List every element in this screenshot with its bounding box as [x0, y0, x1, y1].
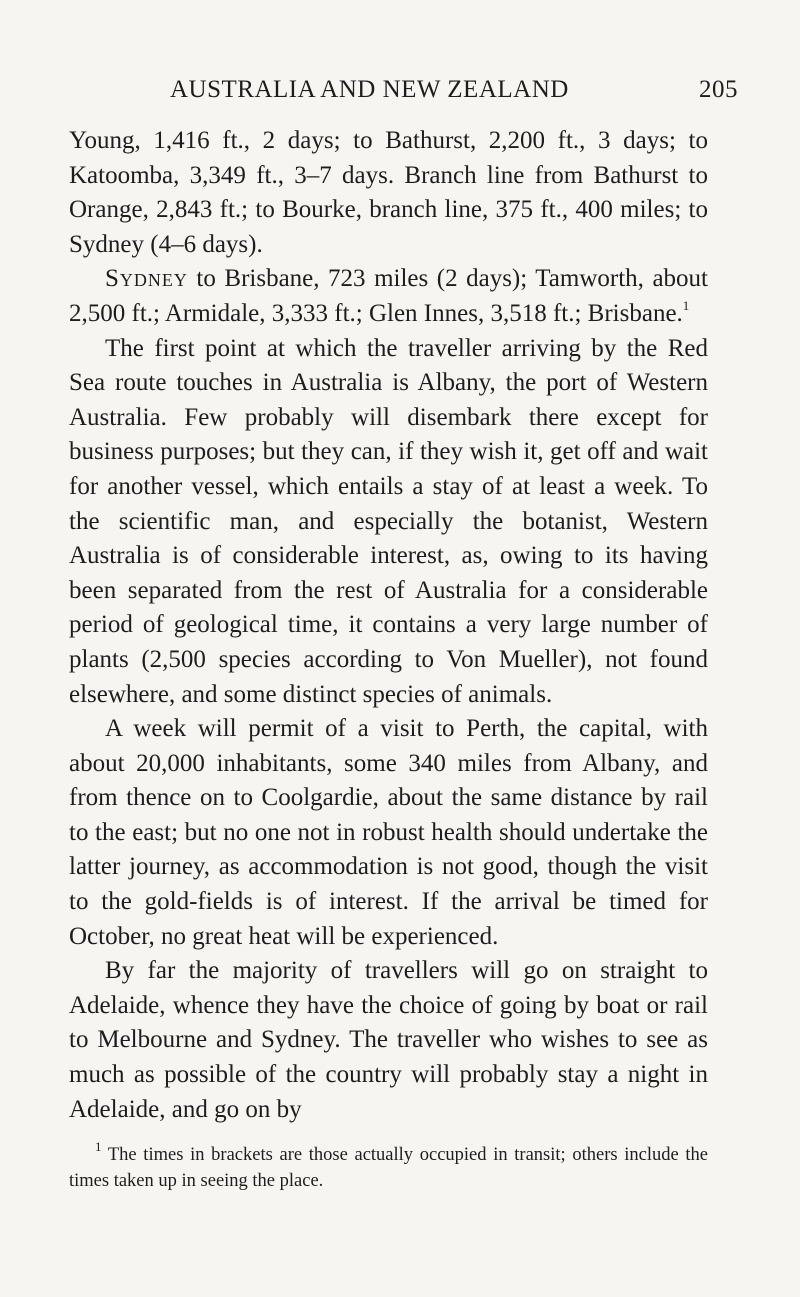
footnote-marker: 1 [95, 1138, 102, 1154]
paragraph-4: A week will permit of a visit to Perth, the capital, with about 20,000 inhabitants, some 340 miles from Albany, and from thence on to Coolgardie, about the same distance by rail to the east; but no one not in robust health should undertake the latter journey, as accommodation is not good, though the visit to the gold-fields is of interest. If the arrival be timed for October, no great heat will be experienced. [69, 715, 708, 950]
footnotes [69, 1138, 708, 1194]
running-title: AUSTRALIA AND NEW ZEALAND [170, 76, 569, 103]
paragraph-2 [69, 262, 708, 331]
footnote-text: The times in brackets are those actually occupied in transit; others include the times taken up in seeing the place. [69, 1145, 708, 1191]
page-number: 205 [699, 76, 738, 103]
footnote-reference: 1 [682, 297, 690, 313]
paragraph-1: Young, 1,416 ft., 2 days; to Bathurst, 2,200 ft., 3 days; to Katoomba, 3,349 ft., 3–7 days. Branch line from Bathurst to Orange, 2,843 ft.; to Bourke, branch line, 375 ft., 400 miles; to Sydney (4–6 days). [69, 127, 708, 258]
footnote-1 [69, 1138, 708, 1194]
body-text [69, 124, 708, 1127]
paragraph-2-text: to Brisbane, 723 miles (2 days); Tamworth, about 2,500 ft.; Armidale, 3,333 ft.; Glen Innes, 3,518 ft.; Brisbane. [69, 265, 708, 327]
paragraph-3: The first point at which the traveller arriving by the Red Sea route touches in Australia is Albany, the port of Western Australia. Few probably will disembark there except for business purposes; but they can, if they wish it, get off and wait for another vessel, which entails a stay of at least a week. To the scientific man, and especially the botanist, Western Australia is of considerable interest, as, owing to its having been separated from the rest of Australia for a considerable period of geological time, it contains a very large number of plants (2,500 species according to Von Mueller), not found elsewhere, and some distinct species of animals. [69, 334, 708, 708]
running-head [70, 76, 738, 112]
paragraph-2-lead: Sydney [105, 265, 188, 293]
paragraph-5: By far the majority of travellers will go on straight to Adelaide, whence they have the choice of going by boat or rail to Melbourne and Sydney. The traveller who wishes to see as much as possible of the country will probably stay a night in Adelaide, and go on by [69, 957, 708, 1123]
